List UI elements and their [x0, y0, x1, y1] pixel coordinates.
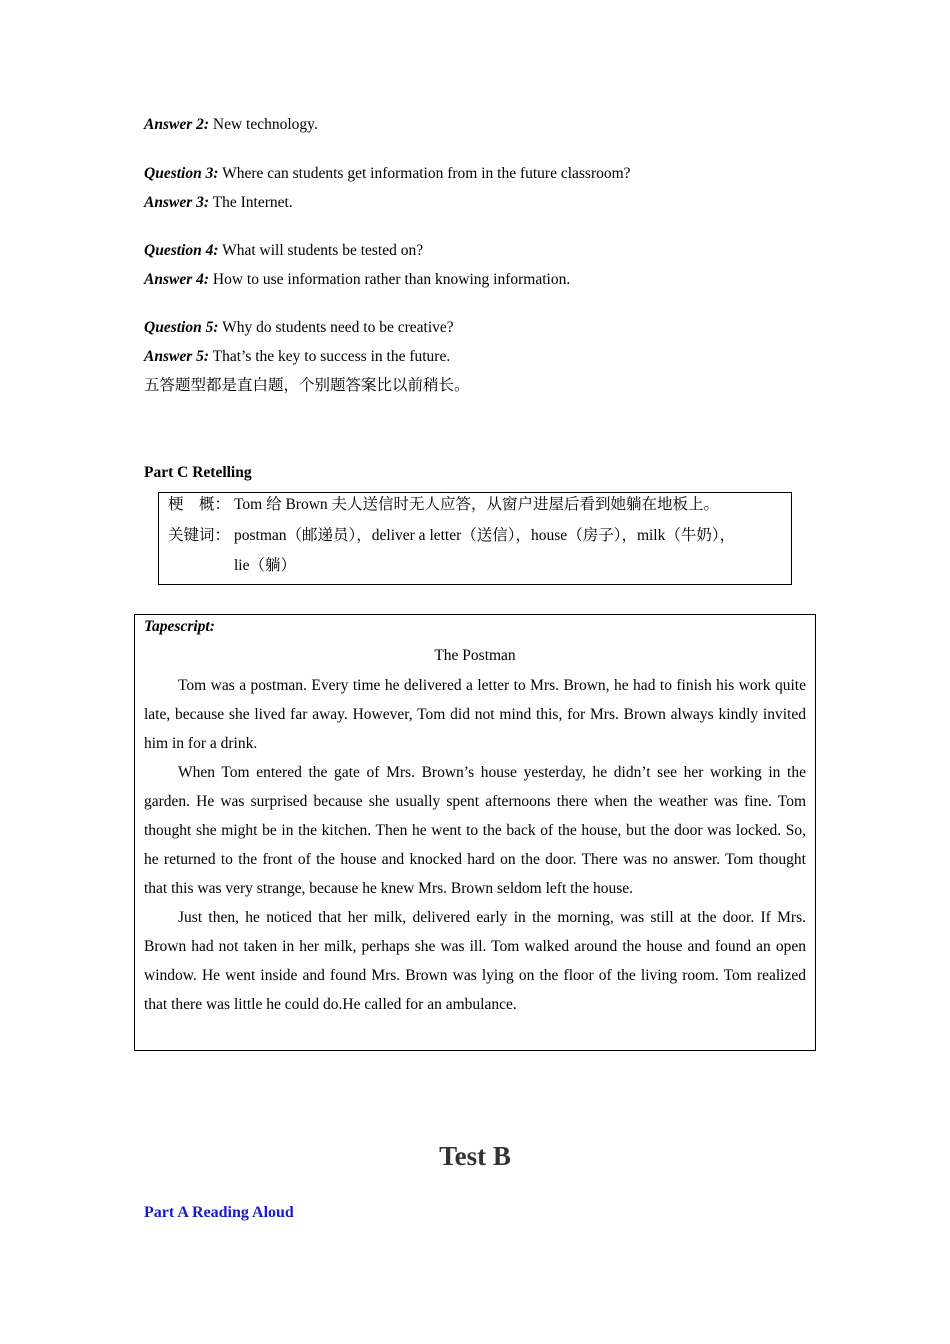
keywords-label: 关键词： — [168, 527, 231, 544]
keywords-line-1: postman（邮递员），deliver a letter（送信），house（房子），milk（牛奶）， — [234, 527, 736, 544]
tapescript-box — [134, 614, 816, 1051]
answer-2 — [144, 115, 318, 135]
question-5 — [144, 318, 454, 338]
answer-text: How to use information rather than knowing information. — [209, 271, 571, 288]
answer-text: That’s the key to success in the future. — [209, 348, 451, 365]
tapescript-paragraph: Tom was a postman. Every time he delivered a letter to Mrs. Brown, he had to finish his work quite late, because she lived far away. However, Tom did not mind this, for Mrs. Brown always kindly invited him in for a drink. — [144, 677, 806, 752]
answer-5 — [144, 347, 450, 367]
answer-4 — [144, 270, 570, 290]
summary-box — [158, 492, 792, 585]
answer-label: Answer 3: — [144, 194, 210, 211]
answer-3 — [144, 193, 293, 213]
part-a-heading: Part A Reading Aloud — [144, 1204, 294, 1221]
question-label: Question 4: — [144, 242, 219, 259]
question-text: Why do students need to be creative? — [218, 319, 454, 336]
test-b-heading: Test B — [439, 1141, 511, 1171]
tapescript-paragraph: Just then, he noticed that her milk, delivered early in the morning, was still at the door. If Mrs. Brown had not taken in her milk, perhaps she was ill. Tom walked around the house and found an open window. He went inside and found Mrs. Brown was lying on the floor of the living room. Tom realized that there was little he could do.He called for an ambulance. — [144, 909, 806, 1013]
question-3 — [144, 164, 631, 184]
answer-label: Answer 2: — [144, 116, 210, 133]
keywords-line-2: lie（躺） — [234, 557, 296, 574]
tapescript-label: Tapescript: — [144, 618, 215, 635]
question-label: Question 5: — [144, 319, 219, 336]
outline-label: 梗 概： — [168, 496, 231, 513]
answer-label: Answer 4: — [144, 271, 210, 288]
question-4 — [144, 241, 423, 261]
chinese-note: 五答题型都是直白题，个别题答案比以前稍长。 — [144, 377, 470, 394]
question-label: Question 3: — [144, 165, 219, 182]
tapescript-paragraph: When Tom entered the gate of Mrs. Brown’s house yesterday, he didn’t see her working in the garden. He was surprised because she usually spent afternoons there when the weather was fine. Tom thought she might be in the kitchen. Then he went to the back of the house, but the door was locked. So, he returned to the front of the house and knocked hard on the door. There was no answer. Tom thought that this was very strange, because he knew Mrs. Brown seldom left the house. — [144, 764, 806, 897]
answer-text: New technology. — [209, 116, 318, 133]
answer-text: The Internet. — [209, 194, 293, 211]
outline-text: Tom 给 Brown 夫人送信时无人应答，从窗户进屋后看到她躺在地板上。 — [234, 496, 720, 513]
question-text: What will students be tested on? — [218, 242, 424, 259]
part-c-heading: Part C Retelling — [144, 464, 252, 481]
question-text: Where can students get information from in the future classroom? — [218, 165, 631, 182]
answer-label: Answer 5: — [144, 348, 210, 365]
tapescript-title: The Postman — [434, 647, 516, 664]
tapescript-body — [144, 671, 806, 1019]
